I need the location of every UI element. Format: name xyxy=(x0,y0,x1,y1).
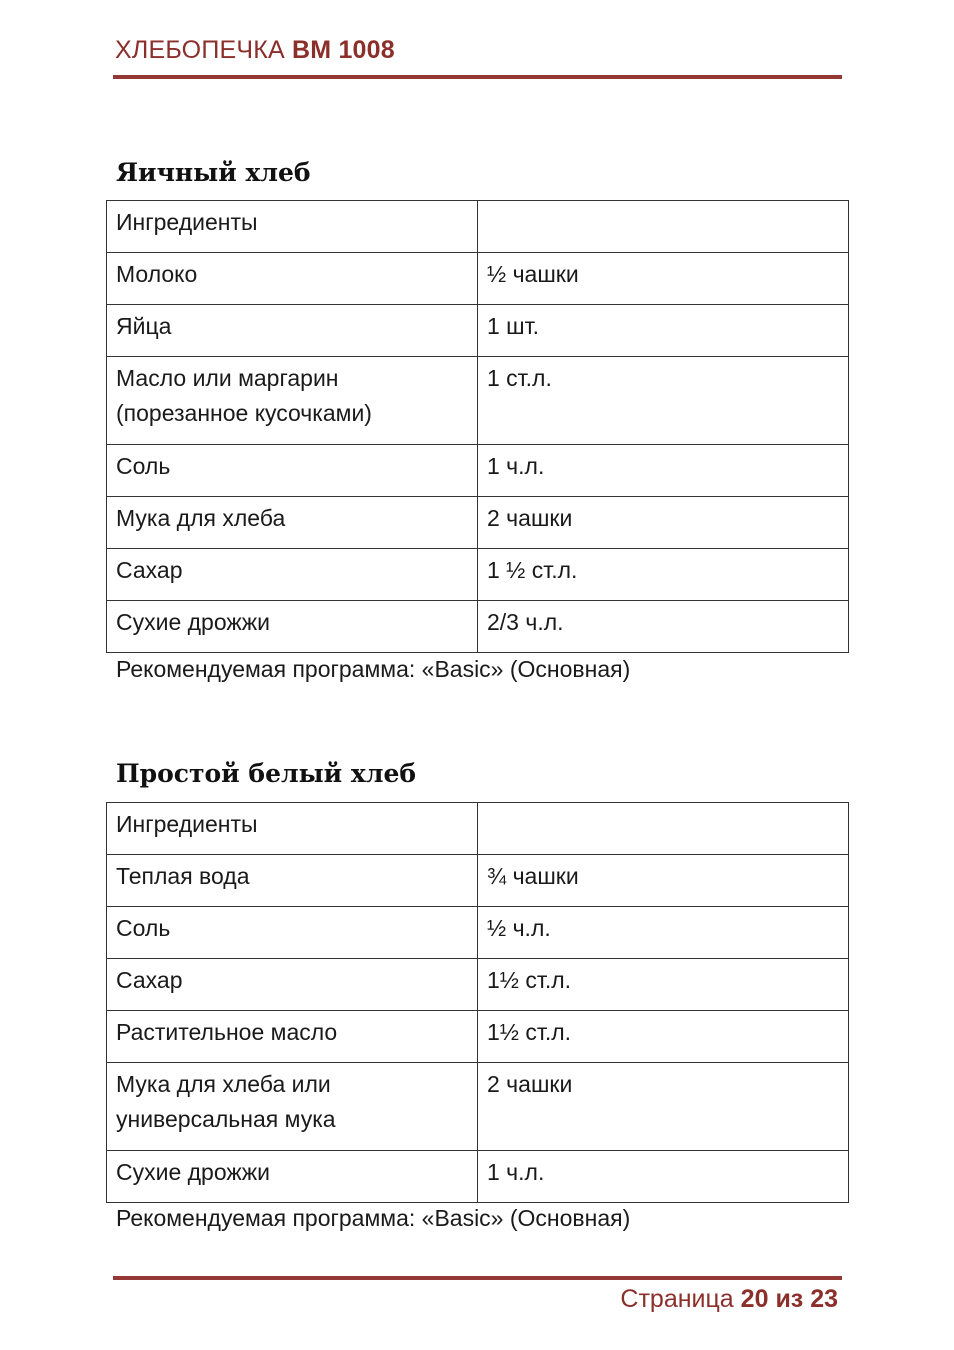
page-header xyxy=(115,36,395,65)
amount-cell: 2/3 ч.л. xyxy=(478,601,849,653)
table-row xyxy=(107,803,849,855)
ingredient-cell: Ингредиенты xyxy=(107,201,478,253)
ingredient-cell: Теплая вода xyxy=(107,855,478,907)
table-row xyxy=(107,305,849,357)
ingredient-cell: Растительное масло xyxy=(107,1011,478,1063)
ingredient-cell: Яйца xyxy=(107,305,478,357)
amount-cell: 1½ ст.л. xyxy=(478,959,849,1011)
table-row xyxy=(107,357,849,445)
ingredient-cell: Мука для хлеба xyxy=(107,497,478,549)
ingredient-cell: Сухие дрожжи xyxy=(107,1151,478,1203)
header-divider xyxy=(113,75,842,79)
amount-cell: ½ ч.л. xyxy=(478,907,849,959)
amount-cell: 1 шт. xyxy=(478,305,849,357)
amount-cell: ½ чашки xyxy=(478,253,849,305)
table-row xyxy=(107,445,849,497)
footer-divider xyxy=(113,1276,842,1280)
recommended-program-note: Рекомендуемая программа: «Basic» (Основная) xyxy=(116,1205,631,1231)
recipe-title: Яичный хлеб xyxy=(116,158,311,187)
table-row xyxy=(107,1151,849,1203)
ingredient-cell: Масло или маргарин (порезанное кусочками) xyxy=(107,357,478,445)
table-row xyxy=(107,855,849,907)
ingredient-cell: Сухие дрожжи xyxy=(107,601,478,653)
amount-cell: 1 ½ ст.л. xyxy=(478,549,849,601)
ingredient-cell: Соль xyxy=(107,445,478,497)
ingredient-cell: Сахар xyxy=(107,549,478,601)
table-row xyxy=(107,549,849,601)
amount-cell: 2 чашки xyxy=(478,1063,849,1151)
table-row xyxy=(107,1063,849,1151)
page-current: 20 xyxy=(740,1285,769,1313)
page-of-label: из xyxy=(775,1285,804,1313)
ingredient-cell: Соль xyxy=(107,907,478,959)
table-row xyxy=(107,601,849,653)
amount-cell xyxy=(478,201,849,253)
page-total: 23 xyxy=(810,1285,838,1313)
table-row xyxy=(107,1011,849,1063)
ingredient-cell: Ингредиенты xyxy=(107,803,478,855)
amount-cell: 1½ ст.л. xyxy=(478,1011,849,1063)
ingredient-cell: Молоко xyxy=(107,253,478,305)
ingredient-cell: Сахар xyxy=(107,959,478,1011)
recommended-program-note: Рекомендуемая программа: «Basic» (Основная) xyxy=(116,656,631,682)
table-row xyxy=(107,201,849,253)
page-number xyxy=(620,1285,838,1314)
header-brand: ХЛЕБОПЕЧКА xyxy=(115,36,285,64)
amount-cell: 1 ч.л. xyxy=(478,1151,849,1203)
amount-cell: ¾ чашки xyxy=(478,855,849,907)
recipe-title: Простой белый хлеб xyxy=(116,759,417,788)
table-row xyxy=(107,907,849,959)
amount-cell: 1 ч.л. xyxy=(478,445,849,497)
table-row xyxy=(107,253,849,305)
amount-cell: 2 чашки xyxy=(478,497,849,549)
amount-cell: 1 ст.л. xyxy=(478,357,849,445)
table-row xyxy=(107,959,849,1011)
header-model: BM 1008 xyxy=(292,36,395,64)
table-row xyxy=(107,497,849,549)
amount-cell xyxy=(478,803,849,855)
page-label: Страница xyxy=(620,1285,734,1313)
ingredient-cell: Мука для хлеба или универсальная мука xyxy=(107,1063,478,1151)
ingredients-table xyxy=(106,802,849,1203)
ingredients-table xyxy=(106,200,849,653)
